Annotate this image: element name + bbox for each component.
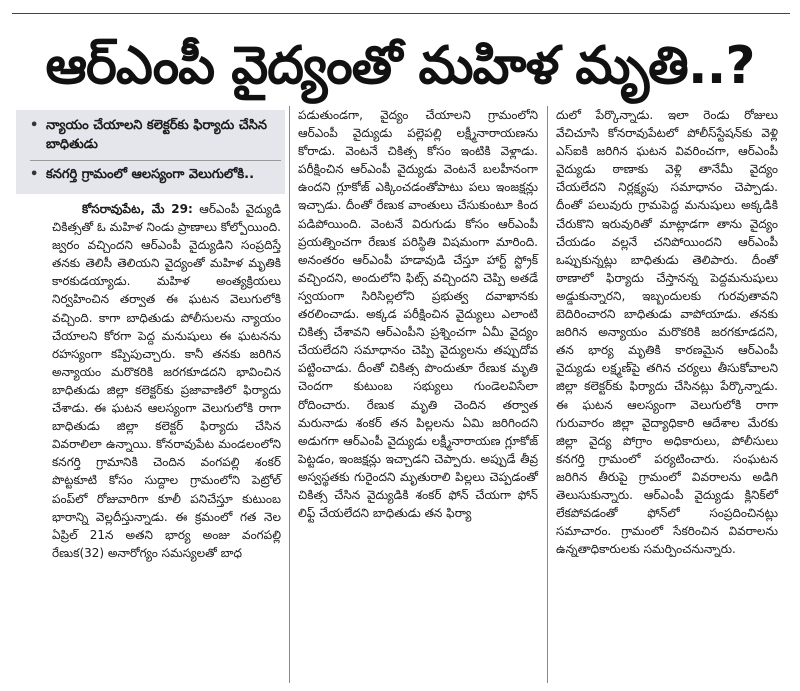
deck-text: న్యాయం చేయాలని కలెక్టర్‌కు ఫిర్యాదు చేసిన బాధితుడు (46, 118, 267, 152)
deck-item (30, 116, 281, 154)
bullet-icon: • (30, 167, 39, 182)
body-text: ఆర్‌ఎంపీ వైద్యుడి చికిత్సతో ఓ మహిళ నిండు ప్రాణాలు కోల్పోయింది. జ్వరం వచ్చిందని ఆర్‌ఎంపీ వైద్యుడిని సంప్రదిస్తే తనకు తెలిసీ తెలియని వైద్యంతో మహిళ మృతికి కారకుడయ్యాడు. మహిళ అంత్యక్రియలు నిర్వహించిన తర్వాత ఈ ఘటన వెలుగులోకి వచ్చింది. కాగా బాధితుడు పోలీసులను న్యాయం చేయాలని కోరగా పెద్ద మనుషులు ఈ ఘటనను రహస్యంగా కప్పిపుచ్చారు. కానీ తనకు జరిగిన అన్యాయం మరొకరికి జరగకూడదని భావించిన బాధితుడు జిల్లా కలెక్టర్‌కు ప్రజావాణిలో ఫిర్యాదు చేశాడు. ఈ ఘటన ఆలస్యంగా వెలుగులోకి రాగా బాధితుడు జిల్లా కలెక్టర్ ఫిర్యాదు చేసిన వివరాలిలా ఉన్నాయి. కోనరావుపేట మండలంలోని కనగర్తి గ్రామానికి చెందిన వంగపల్లి శంకర్ పొట్టకూటి కోసం సుద్దాల గ్రామంలోని పెట్రోల్ పంప్‌లో రోజువారిగా కూలీ పనిచేస్తూ కుటుంబ భారాన్ని వెల్లదీస్తున్నాడు. ఈ క్రమంలో గత నెల ఏప్రిల్ 21న అతని భార్య అంజు వంగపల్లి రేణుక(32) అనారోగ్యం సమస్యలతో బాధ (52, 202, 281, 560)
column-1 (30, 106, 281, 683)
column-divider (289, 106, 290, 683)
bullet-icon: • (30, 118, 39, 133)
body-paragraph (52, 200, 281, 562)
column-2 (298, 106, 538, 683)
column-divider (547, 106, 548, 683)
deck-divider (30, 160, 281, 161)
deck-box (16, 110, 285, 194)
top-rule (12, 13, 790, 14)
deck-item (30, 165, 281, 184)
column-3 (556, 106, 778, 683)
body-paragraph: పడుతుండగా, వైద్యం చేయాలని గ్రామంలోని ఆర్‌ఎంపీ వైద్యుడు పల్లెపల్లి లక్ష్మీనారాయణను కోరాడు. వెంటనే చికిత్స కోసం ఇంటికి వెళ్లాడు. పరీక్షించిన ఆర్‌ఎంపీ వైద్యుడు వెంటనే బలహీనంగా ఉందని గ్లూకోజ్ ఎక్కించడంతోపాటు పలు ఇంజక్షన్లు ఇచ్చాడు. దీంతో రేణుక వాంతులు చేసుకుంటూ కింద పడిపోయింది. వెంటనే విరుగుడు కోసం ఆర్‌ఎంపీ ప్రయత్నించగా రేణుక పరిస్థితి విషమంగా మారింది. అనంతరం ఆర్‌ఎంపీ హడావుడి చేస్తూ హార్ట్ స్ట్రోక్ వచ్చిందని, అందులోని ఫిట్స్ వచ్చిందని చెప్పి అతడే స్వయంగా సిరిసిల్లలోని ప్రభుత్వ దవాఖానకు తరలించాడు. అక్కడ పరీక్షించిన వైద్యులు ఎలాంటి చికిత్స చేశావని ఆర్‌ఎంపీని ప్రశ్నించగా ఏమీ వైద్యం చేయలేదని సమాధానం చెప్పి వైద్యులను తప్పుదోవ పట్టించాడు. దీంతో చికిత్స పొందుతూ రేణుక మృతి చెందగా కుటుంబ సభ్యులు గుండెలవిసేలా రోదించారు. రేణుక మృతి చెందిన తర్వాత మరునాడు శంకర్ తన పిల్లలను ఏమి జరిగిందని అడుగగా ఆర్‌ఎంపీ వైద్యుడు లక్ష్మీనారాయణ గ్లూకోజ్ పెట్టడం, ఇంజక్షన్లు ఇచ్చాడని చెప్పారు. అప్పుడే తీవ్ర అస్వస్థతకు గురైందని మృతురాలి పిల్లలు చెప్పడంతో చికిత్స చేసిన వైద్యుడికి శంకర్ ఫోన్ చేయగా ఫోన్ లిఫ్ట్ చేయలేదని బాధితుడు తన ఫిర్యా (298, 108, 538, 521)
headline: ఆర్‌ఎంపీ వైద్యంతో మహిళ మృతి..? (45, 36, 755, 96)
dateline: కోసరావుపేట, మే 29: (82, 202, 193, 216)
deck-text: కనగర్తి గ్రామంలో ఆలస్యంగా వెలుగులోకి.. (46, 167, 255, 182)
body-paragraph: దులో పేర్కొన్నాడు. ఇలా రెండు రోజులు వేచిచూసి కోనరావుపేటలో పోలీస్‌స్టేషన్‌కు వెళ్లి ఎస్ఐకి జరిగిన ఘటన వివరించగా, ఆర్‌ఎంపీ వైద్యుడు ఠాణాకు వెళ్లి తానేమీ వైద్యం చేయలేదని నిర్లక్ష్యపు సమాధానం చెప్పాడు. దీంతో పలువురు గ్రామపెద్ద మనుషులు అక్కడికి చేరుకొని ఇరువురితో మాట్లాడగా తాను వైద్యం చేయడం వల్లనే చనిపోయిందని ఆర్‌ఎంపీ ఒప్పుకున్నట్లు బాధితుడు తెలిపారు. దీంతో ఠాణాలో ఫిర్యాదు చేస్తానన్న పెద్దమనుషులు అడ్డుకున్నారని, ఇబ్బందులకు గురవుతావని బెదిరించారని బాధితుడు వాపోయాడు. తనకు జరిగిన అన్యాయం మరొకరికి జరగకూడదని, తన భార్య మృతికి కారణమైన ఆర్‌ఎంపీ వైద్యుడు లక్ష్మణ్‌పై తగిన చర్యలు తీసుకోవాలని జిల్లా కలెక్టర్‌కు ఫిర్యాదు చేసినట్లు పేర్కొన్నాడు. ఈ ఘటన ఆలస్యంగా వెలుగులోకి రాగా గురువారం జిల్లా వైద్యాధికారి ఆదేశాల మేరకు జిల్లా వైద్య పోగ్రాం అధికారులు, పోలీసులు కనగర్తి గ్రామంలో పర్యటించారు. సంఘటన జరిగిన తీరుపై గ్రామంలో వివరాలను అడిగి తెలుసుకున్నారు. ఆర్‌ఎంపీ వైద్యుడు క్లినిక్‌లో లేకపోవడంతో ఫోన్‌లో సంప్రదించినట్లు సమాచారం. గ్రామంలో సేకరించిన వివరాలను ఉన్నతాధికారులకు సమర్పించనున్నారు. (556, 108, 778, 557)
